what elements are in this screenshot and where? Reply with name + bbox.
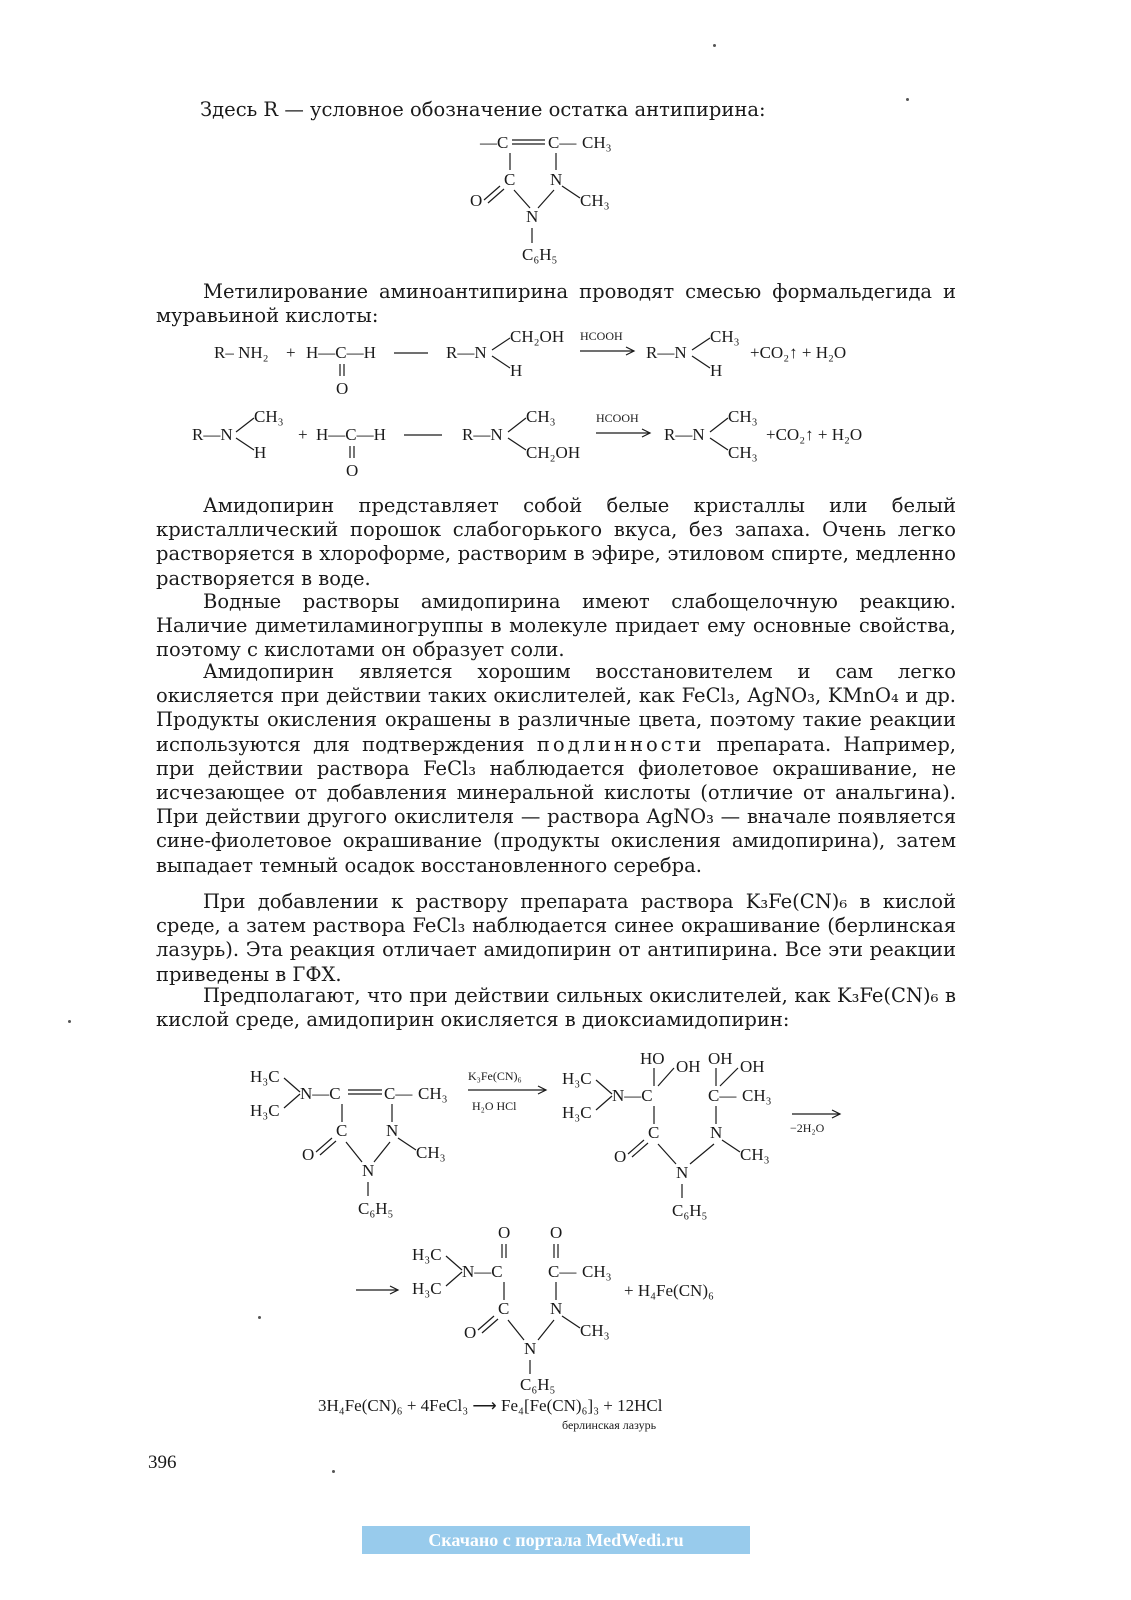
svg-text:CH₃: CH₃	[418, 1084, 448, 1103]
oxidation-text-spaced: подлинности	[536, 732, 705, 756]
svg-text:R—N: R—N	[664, 425, 705, 444]
svg-text:C: C	[336, 1121, 348, 1140]
paragraph-berlin-blue: При добавлении к раствору препарата раствора K₃Fe(CN)₆ в кислой среде, а затем раствора FeCl₃ наблюдается синее окрашивание (берлинская лазурь). Эта реакция отличает амидопирин от антипирина. Все эти реакции приведены в ГФХ.	[156, 890, 956, 986]
oxidation-scheme-row-1	[246, 1044, 866, 1229]
scan-speck	[906, 98, 909, 101]
svg-text:C: C	[504, 170, 516, 189]
svg-text:CH₃: CH₃	[710, 327, 740, 346]
svg-text:H₃C: H₃C	[412, 1245, 442, 1264]
svg-text:CH₃: CH₃	[582, 1262, 612, 1281]
svg-text:C—: C—	[548, 1262, 577, 1281]
paragraph-dioxy: Предполагают, что при действии сильных окислителей, как K₃Fe(CN)₆ в кислой среде, амидопирин окисляется в диоксиамидопирин:	[156, 984, 956, 1032]
paragraph-solutions: Водные растворы амидопирина имеют слабощелочную реакцию. Наличие диметиламиногруппы в молекуле придает ему основные свойства, поэтому с кислотами он образует соли.	[156, 590, 956, 662]
methylation-text: Метилирование аминоантипирина проводят смесью формальдегида и муравьиной кислоты:	[156, 280, 956, 328]
svg-text:R—N: R—N	[446, 343, 487, 362]
svg-text:N: N	[524, 1339, 537, 1358]
scan-speck	[258, 1316, 261, 1319]
svg-text:+ H₄Fe(CN)₆: + H₄Fe(CN)₆	[624, 1281, 714, 1300]
svg-text:N: N	[550, 170, 563, 189]
svg-text:H₃C: H₃C	[250, 1067, 280, 1086]
oxidation-scheme-row-2	[352, 1224, 752, 1399]
svg-text:H₃C: H₃C	[562, 1069, 592, 1088]
svg-text:HCOOH: HCOOH	[580, 329, 623, 343]
svg-text:HO: HO	[640, 1049, 665, 1068]
svg-text:N: N	[386, 1121, 399, 1140]
svg-text:O: O	[346, 461, 359, 480]
svg-text:O: O	[498, 1223, 511, 1242]
svg-text:C₆H₅: C₆H₅	[358, 1199, 394, 1218]
svg-text:H₃C: H₃C	[250, 1101, 280, 1120]
svg-text:H—C—H: H—C—H	[306, 343, 376, 362]
svg-text:OH: OH	[676, 1057, 701, 1076]
svg-text:K₃Fe(CN)₆: K₃Fe(CN)₆	[468, 1069, 522, 1083]
scan-speck	[713, 44, 716, 47]
svg-text:N: N	[550, 1299, 563, 1318]
svg-text:N—C: N—C	[300, 1084, 341, 1103]
source-banner[interactable]: Скачано с портала MedWedi.ru	[362, 1526, 750, 1554]
svg-text:CH₃: CH₃	[742, 1086, 772, 1105]
svg-text:C—: C—	[548, 133, 577, 152]
paragraph-properties: Амидопирин представляет собой белые кристаллы или белый кристаллический порошок слабогорького вкуса, без запаха. Очень легко растворяется в хлороформе, растворим в эфире, этиловом спирте, медленно растворяется в воде.	[156, 494, 956, 590]
oxidation-text-b: препарата. Например, при действии раствора FeCl₃ наблюдается фиолетовое окрашивание, не исчезающее от добавления минеральной кислоты (отличие от анальгина). При действии другого окислителя — раствора AgNO₃ — вначале появляется сине-фиолетовое окрашивание (продукты окисления амидопирина), затем выпадает темный осадок восстановленного серебра.	[156, 732, 956, 877]
scan-speck	[68, 1020, 71, 1023]
svg-text:C—: C—	[708, 1086, 737, 1105]
svg-text:−2H₂O: −2H₂O	[790, 1121, 825, 1135]
svg-text:C—: C—	[384, 1084, 413, 1103]
svg-text:CH₃: CH₃	[582, 133, 612, 152]
svg-text:C₆H₅: C₆H₅	[522, 245, 558, 264]
svg-text:CH₃: CH₃	[254, 407, 284, 426]
svg-text:—C: —C	[480, 133, 509, 152]
svg-text:H—C—H: H—C—H	[316, 425, 386, 444]
svg-text:CH₂OH: CH₂OH	[526, 443, 581, 462]
svg-text:N: N	[362, 1161, 375, 1180]
svg-text:R—N: R—N	[646, 343, 687, 362]
svg-text:O: O	[464, 1323, 477, 1342]
svg-text:H: H	[254, 443, 267, 462]
svg-text:HCOOH: HCOOH	[596, 411, 639, 425]
svg-text:N—C: N—C	[612, 1086, 653, 1105]
svg-text:H₂O HCl: H₂O HCl	[472, 1099, 517, 1113]
svg-text:C₆H₅: C₆H₅	[520, 1375, 556, 1394]
final-equation	[318, 1396, 778, 1433]
intro-text: Здесь R — условное обозначение остатка антипирина:	[200, 98, 766, 121]
page-number: 396	[148, 1452, 177, 1473]
svg-text:R– NH₂: R– NH₂	[214, 343, 269, 362]
svg-text:CH₃: CH₃	[580, 1321, 610, 1340]
svg-text:OH: OH	[740, 1057, 765, 1076]
svg-text:R—N: R—N	[462, 425, 503, 444]
svg-text:CH₂OH: CH₂OH	[510, 327, 565, 346]
svg-text:CH₃: CH₃	[728, 443, 758, 462]
svg-text:N: N	[710, 1123, 723, 1142]
svg-text:N: N	[526, 207, 539, 226]
svg-text:CH₃: CH₃	[526, 407, 556, 426]
svg-text:OH: OH	[708, 1049, 733, 1068]
antipyrine-residue-structure	[470, 128, 670, 273]
svg-text:R—N: R—N	[192, 425, 233, 444]
svg-text:CH₃: CH₃	[416, 1143, 446, 1162]
svg-text:CH₃: CH₃	[580, 191, 610, 210]
svg-text:O: O	[614, 1147, 627, 1166]
svg-text:H: H	[510, 361, 523, 380]
methylation-reaction-1	[214, 322, 894, 407]
svg-text:C₆H₅: C₆H₅	[672, 1201, 708, 1220]
paragraph-oxidation	[156, 660, 956, 878]
svg-text:CH₃: CH₃	[728, 407, 758, 426]
methylation-reaction-2	[192, 404, 912, 489]
svg-text:O: O	[470, 191, 483, 210]
svg-text:H: H	[710, 361, 723, 380]
svg-text:C: C	[648, 1123, 660, 1142]
svg-text:+: +	[298, 425, 308, 444]
final-equation-text: 3H₄Fe(CN)₆ + 4FeCl₃ ⟶ Fe₄[Fe(CN)₆]₃ + 12HCl	[318, 1396, 663, 1415]
svg-text:+: +	[286, 343, 296, 362]
svg-text:+CO₂↑ + H₂O: +CO₂↑ + H₂O	[750, 343, 847, 362]
svg-text:O: O	[336, 379, 349, 398]
oxidation-text-a: Амидопирин является хорошим восстановителем и сам легко окисляется при действии таких окислителей, как FeCl₃, AgNO₃, KMnO₄ и др. Продукты окисления окрашены в различные цвета, поэтому такие реакции используются для подтверждения	[156, 660, 956, 756]
berlin-blue-label: берлинская лазурь	[562, 1418, 657, 1432]
svg-text:O: O	[550, 1223, 563, 1242]
svg-text:+CO₂↑ + H₂O: +CO₂↑ + H₂O	[766, 425, 863, 444]
svg-text:O: O	[302, 1145, 315, 1164]
scan-speck	[332, 1470, 335, 1473]
svg-text:CH₃: CH₃	[740, 1145, 770, 1164]
svg-text:N—C: N—C	[462, 1262, 503, 1281]
svg-text:C: C	[498, 1299, 510, 1318]
svg-text:H₃C: H₃C	[562, 1103, 592, 1122]
svg-text:N: N	[676, 1163, 689, 1182]
svg-text:H₃C: H₃C	[412, 1279, 442, 1298]
